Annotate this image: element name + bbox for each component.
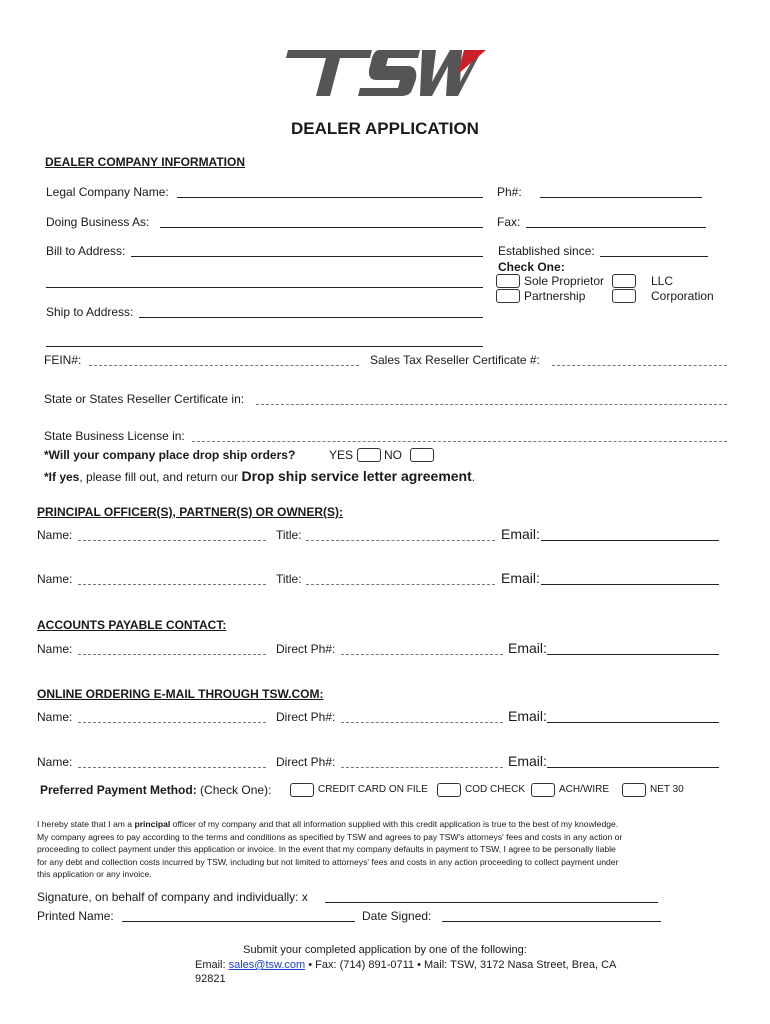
yes-label: YES: [329, 448, 354, 462]
oo-name-field-1[interactable]: [78, 722, 266, 723]
ship-to-label: Ship to Address:: [46, 305, 134, 319]
signature-field[interactable]: [325, 902, 658, 903]
bill-to-field-2[interactable]: [46, 287, 483, 288]
principal-name-label-2: Name:: [37, 572, 73, 586]
payment-check-one: (Check One):: [200, 783, 272, 797]
footer-contact-line: [195, 959, 616, 971]
legal-line-1: I hereby state that I am a principal officer of my company and that all information supplied with this credit application is true to the best of my knowledge.: [37, 819, 619, 829]
oo-email-label-1: Email:: [508, 708, 547, 724]
ach-wire-checkbox[interactable]: [531, 783, 555, 797]
footer-email-label: Email:: [195, 959, 229, 971]
net-30-checkbox[interactable]: [622, 783, 646, 797]
corporation-label: Corporation: [651, 289, 714, 303]
sales-tax-field[interactable]: [552, 365, 727, 366]
ph-label: Ph#:: [497, 185, 522, 199]
sole-proprietor-label: Sole Proprietor: [524, 274, 605, 288]
section-heading-accounts-payable: ACCOUNTS PAYABLE CONTACT:: [37, 618, 227, 632]
ap-email-label: Email:: [508, 640, 547, 656]
if-yes-period: .: [471, 470, 476, 484]
ship-to-field-2[interactable]: [46, 346, 483, 347]
payment-method-label: Preferred Payment Method:: [40, 783, 197, 797]
ach-wire-label: ACH/WIRE: [559, 784, 609, 795]
established-field[interactable]: [600, 256, 708, 257]
tsw-logo: [280, 44, 490, 104]
footer-line-1: Submit your completed application by one of the following:: [243, 944, 527, 956]
fein-label: FEIN#:: [44, 353, 82, 367]
section-heading-principal: PRINCIPAL OFFICER(S), PARTNER(S) OR OWNER(S):: [37, 505, 343, 519]
oo-email-field-2[interactable]: [547, 767, 719, 768]
state-reseller-field[interactable]: [256, 404, 727, 405]
bill-to-label: Bill to Address:: [46, 244, 126, 258]
signature-label: Signature, on behalf of company and individually: x: [37, 890, 308, 904]
no-checkbox[interactable]: [410, 448, 434, 462]
cod-check-label: COD CHECK: [465, 784, 526, 795]
state-reseller-label: State or States Reseller Certificate in:: [44, 392, 245, 406]
oo-direct-ph-field-1[interactable]: [341, 722, 503, 723]
yes-checkbox[interactable]: [357, 448, 381, 462]
section-heading-company: DEALER COMPANY INFORMATION: [45, 155, 245, 169]
oo-email-label-2: Email:: [508, 753, 547, 769]
ap-direct-ph-field[interactable]: [341, 654, 503, 655]
legal-name-field[interactable]: [177, 197, 483, 198]
legal-line-2: My company agrees to pay according to the terms and conditions as specified by TSW and agrees to pay TSW's attorneys' fees and costs in any action or: [37, 831, 623, 842]
principal-title-label-2: Title:: [276, 572, 302, 586]
credit-card-checkbox[interactable]: [290, 783, 314, 797]
principal-name-field-1[interactable]: [78, 540, 266, 541]
principal-name-label-1: Name:: [37, 528, 73, 542]
principal-title-field-1[interactable]: [306, 540, 495, 541]
if-yes-text: , please fill out, and return our: [79, 470, 242, 484]
no-label: NO: [384, 448, 402, 462]
llc-label: LLC: [651, 274, 674, 288]
established-label: Established since:: [498, 244, 595, 258]
footer-zip: 92821: [195, 973, 226, 985]
ap-email-field[interactable]: [547, 654, 719, 655]
principal-email-field-1[interactable]: [541, 540, 719, 541]
oo-name-label-1: Name:: [37, 710, 73, 724]
principal-name-field-2[interactable]: [78, 584, 266, 585]
fax-label: Fax:: [497, 215, 521, 229]
drop-ship-agreement-text: Drop ship service letter agreement: [241, 468, 472, 484]
state-license-field[interactable]: [192, 441, 727, 442]
ap-direct-ph-label: Direct Ph#:: [276, 642, 336, 656]
printed-name-field[interactable]: [122, 921, 355, 922]
if-yes-line: [44, 468, 475, 484]
ap-name-field[interactable]: [78, 654, 266, 655]
partnership-label: Partnership: [524, 289, 586, 303]
oo-direct-ph-label-2: Direct Ph#:: [276, 755, 336, 769]
check-one-label: Check One:: [498, 260, 565, 274]
printed-name-label: Printed Name:: [37, 909, 114, 923]
footer-email-link[interactable]: sales@tsw.com: [228, 959, 306, 971]
sole-proprietor-checkbox[interactable]: [496, 274, 520, 288]
dba-field[interactable]: [160, 227, 483, 228]
ship-to-field[interactable]: [139, 317, 483, 318]
state-license-label: State Business License in:: [44, 429, 185, 443]
page-title: DEALER APPLICATION: [291, 119, 479, 138]
legal-name-label: Legal Company Name:: [46, 185, 169, 199]
dba-label: Doing Business As:: [46, 215, 150, 229]
payment-method-line: [40, 783, 271, 797]
legal-text: [37, 818, 622, 881]
principal-email-label-1: Email:: [501, 526, 540, 542]
section-heading-online-ordering: ONLINE ORDERING E-MAIL THROUGH TSW.COM:: [37, 687, 324, 701]
cod-check-checkbox[interactable]: [437, 783, 461, 797]
drop-ship-question: *Will your company place drop ship orders?: [44, 448, 296, 462]
legal-line-4: for any debt and collection costs incurred by TSW, including but not limited to attorneys' fees and costs in any action proceeding to collect payment under: [37, 856, 619, 867]
corporation-checkbox[interactable]: [612, 289, 636, 303]
oo-direct-ph-field-2[interactable]: [341, 767, 503, 768]
partnership-checkbox[interactable]: [496, 289, 520, 303]
principal-email-field-2[interactable]: [541, 584, 719, 585]
principal-title-field-2[interactable]: [306, 584, 495, 585]
sales-tax-label: Sales Tax Reseller Certificate #:: [370, 353, 540, 367]
legal-line-3: proceeding to collect payment under this application or invoice. In the event that my company defaults in payment to TSW, I agree to be personally liable: [37, 844, 616, 854]
bill-to-field[interactable]: [131, 256, 483, 257]
ph-field[interactable]: [540, 197, 702, 198]
fein-field[interactable]: [89, 365, 359, 366]
ap-name-label: Name:: [37, 642, 73, 656]
if-yes-prefix: *If yes: [44, 470, 80, 484]
principal-email-label-2: Email:: [501, 570, 540, 586]
principal-title-label-1: Title:: [276, 528, 302, 542]
oo-name-field-2[interactable]: [78, 767, 266, 768]
net-30-label: NET 30: [650, 784, 684, 795]
date-signed-label: Date Signed:: [362, 909, 432, 923]
credit-card-label: CREDIT CARD ON FILE: [318, 784, 428, 795]
footer-rest: • Fax: (714) 891-0711 • Mail: TSW, 3172 Nasa Street, Brea, CA: [305, 959, 617, 971]
legal-line-5: this application or any invoice.: [37, 869, 152, 879]
llc-checkbox[interactable]: [612, 274, 636, 288]
oo-email-field-1[interactable]: [547, 722, 719, 723]
fax-field[interactable]: [526, 227, 706, 228]
tsw-logo-icon: [280, 44, 490, 104]
oo-name-label-2: Name:: [37, 755, 73, 769]
date-signed-field[interactable]: [442, 921, 661, 922]
oo-direct-ph-label-1: Direct Ph#:: [276, 710, 336, 724]
